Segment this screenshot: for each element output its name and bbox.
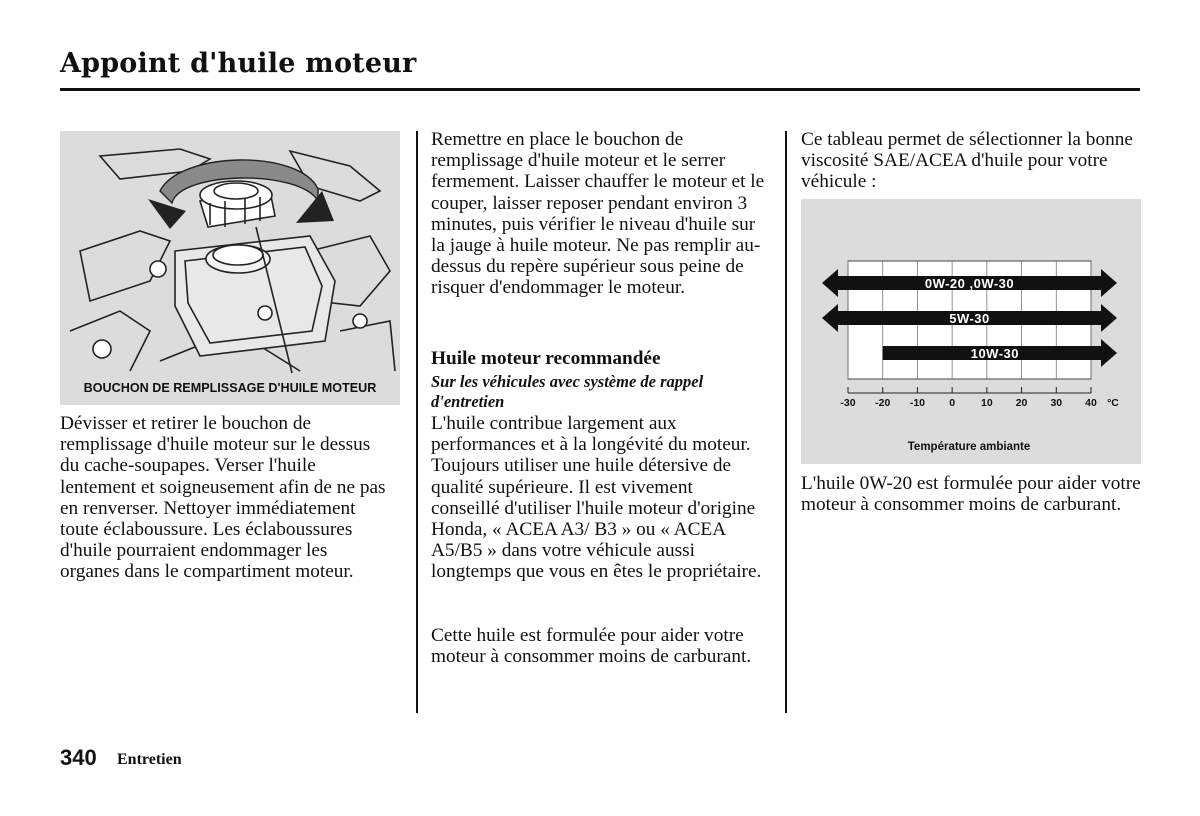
column-divider-2 bbox=[785, 131, 787, 713]
chart-series-label: 5W-30 bbox=[949, 311, 990, 326]
chart-series-label: 0W-20 ,0W-30 bbox=[924, 276, 1015, 291]
chart-tick-label: -30 bbox=[840, 397, 856, 409]
figure-caption: BOUCHON DE REMPLISSAGE D'HUILE MOTEUR bbox=[83, 381, 377, 395]
viscosity-chart bbox=[801, 199, 1141, 464]
column2-paragraph-2: L'huile contribue largement aux performances et à la longévité du moteur. Toujours utiliser une huile détersive de qualité supérieure. Il est vivement conseillé d'utiliser l'huile moteur d'origine Honda, « ACEA A3/ B3 » ou « ACEA A5/B5 » dans votre véhicule aussi longtemps que vous en êtes le propriétaire. bbox=[431, 413, 762, 583]
column3-intro: Ce tableau permet de sélectionner la bonne viscosité SAE/ACEA d'huile pour votre véhicule : bbox=[801, 129, 1133, 193]
chart-tick-label: -10 bbox=[909, 397, 926, 409]
page-title: Appoint d'huile moteur bbox=[60, 48, 417, 79]
title-rule bbox=[60, 88, 1140, 91]
column2-paragraph-3: Cette huile est formulée pour aider votre moteur à consommer moins de carburant. bbox=[431, 625, 752, 668]
chart-tick-label: -20 bbox=[875, 397, 891, 409]
chart-tick-label: 0 bbox=[949, 397, 956, 409]
chart-tick-label: 30 bbox=[1050, 397, 1063, 409]
section-subheading: Sur les véhicules avec système de rappel d'entretien bbox=[431, 372, 704, 411]
oil-cap-figure bbox=[60, 131, 400, 405]
column1-paragraph: Dévisser et retirer le bouchon de remplissage d'huile moteur sur le dessus du cache-soupapes. Verser l'huile lentement et soigneusement afin de ne pas en renverser. Nettoyer immédiatement toute éclaboussure. Les éclaboussures d'huile pourraient endommager les organes dans le compartiment moteur. bbox=[60, 413, 386, 583]
column2-paragraph-1: Remettre en place le bouchon de remplissage d'huile moteur et le serrer fermement. Laisser chauffer le moteur et le couper, laisser reposer pendant environ 3 minutes, puis vérifier le niveau d'huile sur la jauge à huile moteur. Ne pas remplir au-dessus du repère supérieur sous peine de risquer d'endommager le moteur. bbox=[431, 129, 765, 299]
page-number: 340 bbox=[60, 745, 97, 770]
chart-unit-label: °C bbox=[1107, 397, 1119, 409]
viscosity-chart-svg bbox=[801, 199, 1141, 464]
column-divider-1 bbox=[416, 131, 418, 713]
section-label: Entretien bbox=[117, 751, 182, 768]
column3-after-chart: L'huile 0W-20 est formulée pour aider votre moteur à consommer moins de carburant. bbox=[801, 473, 1141, 516]
chart-tick-label: 20 bbox=[1015, 397, 1028, 409]
oil-filler-cap-illustration bbox=[60, 131, 400, 379]
chart-x-axis-label: Température ambiante bbox=[907, 441, 1031, 453]
section-heading: Huile moteur recommandée bbox=[431, 348, 661, 369]
chart-tick-label: 10 bbox=[981, 397, 993, 409]
chart-series-label: 10W-30 bbox=[970, 346, 1019, 361]
chart-tick-label: 40 bbox=[1085, 397, 1097, 409]
